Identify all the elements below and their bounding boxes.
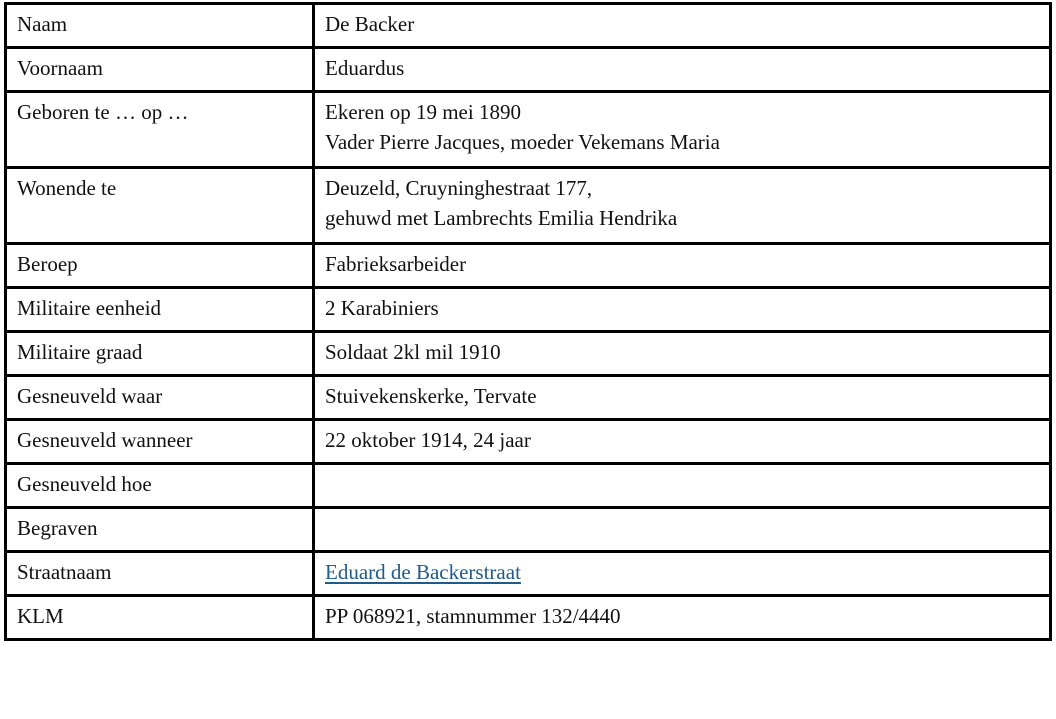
- row-label-gesneuveld-wanneer: Gesneuveld wanneer: [6, 420, 314, 464]
- row-value-geboren: Ekeren op 19 mei 1890 Vader Pierre Jacques, moeder Vekemans Maria: [314, 92, 1051, 168]
- row-value-begraven: [314, 508, 1051, 552]
- row-label-wonende: Wonende te: [6, 168, 314, 244]
- row-label-beroep: Beroep: [6, 244, 314, 288]
- row-label-gesneuveld-hoe: Gesneuveld hoe: [6, 464, 314, 508]
- row-label-straatnaam: Straatnaam: [6, 552, 314, 596]
- row-value-straatnaam: [314, 552, 1051, 596]
- table-row: [6, 244, 1051, 288]
- row-label-gesneuveld-waar: Gesneuveld waar: [6, 376, 314, 420]
- table-row: [6, 552, 1051, 596]
- table-row: [6, 332, 1051, 376]
- table-row: [6, 48, 1051, 92]
- row-label-militaire-graad: Militaire graad: [6, 332, 314, 376]
- row-value-naam: De Backer: [314, 4, 1051, 48]
- row-value-militaire-graad: Soldaat 2kl mil 1910: [314, 332, 1051, 376]
- row-value-gesneuveld-wanneer: 22 oktober 1914, 24 jaar: [314, 420, 1051, 464]
- row-value-klm: PP 068921, stamnummer 132/4440: [314, 596, 1051, 640]
- record-table: [4, 2, 1052, 641]
- row-value-militaire-eenheid: 2 Karabiniers: [314, 288, 1051, 332]
- table-row: [6, 168, 1051, 244]
- row-value-wonende: Deuzeld, Cruyninghestraat 177, gehuwd met Lambrechts Emilia Hendrika: [314, 168, 1051, 244]
- row-label-militaire-eenheid: Militaire eenheid: [6, 288, 314, 332]
- table-row: [6, 508, 1051, 552]
- table-row: [6, 420, 1051, 464]
- row-value-gesneuveld-waar: Stuivekenskerke, Tervate: [314, 376, 1051, 420]
- table-row: [6, 596, 1051, 640]
- street-name-link[interactable]: Eduard de Backerstraat: [325, 560, 521, 584]
- table-row: [6, 288, 1051, 332]
- row-label-naam: Naam: [6, 4, 314, 48]
- table-row: [6, 464, 1051, 508]
- table-row: [6, 4, 1051, 48]
- row-label-voornaam: Voornaam: [6, 48, 314, 92]
- row-value-beroep: Fabrieksarbeider: [314, 244, 1051, 288]
- row-value-voornaam: Eduardus: [314, 48, 1051, 92]
- table-row: [6, 376, 1051, 420]
- row-label-begraven: Begraven: [6, 508, 314, 552]
- row-label-geboren: Geboren te … op …: [6, 92, 314, 168]
- row-label-klm: KLM: [6, 596, 314, 640]
- row-value-gesneuveld-hoe: [314, 464, 1051, 508]
- table-row: [6, 92, 1051, 168]
